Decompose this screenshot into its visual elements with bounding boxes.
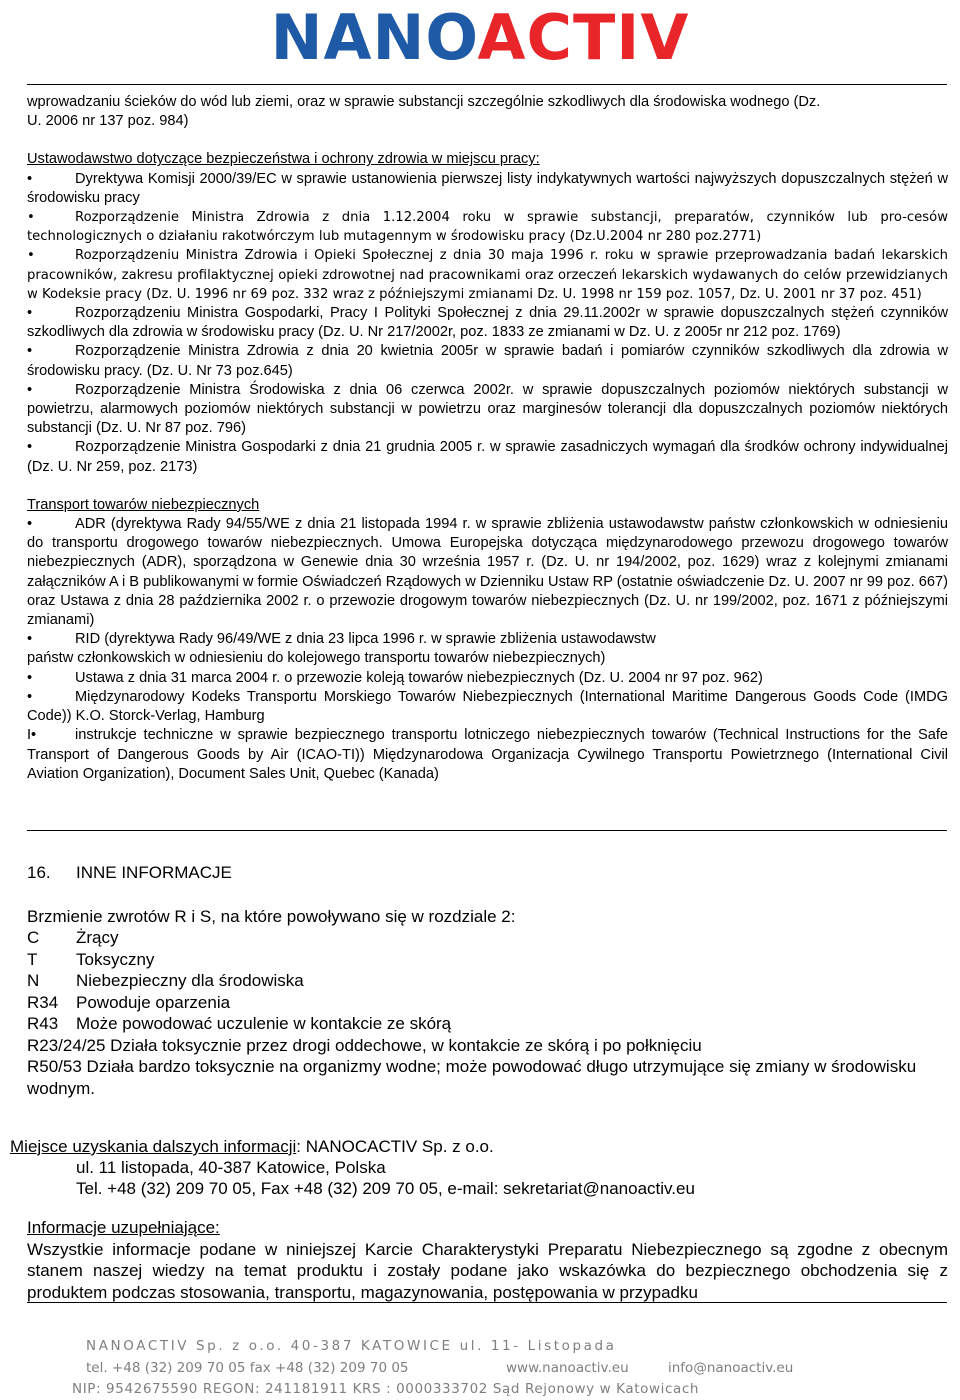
intro-line: U. 2006 nr 137 poz. 984) xyxy=(27,113,189,130)
footer-divider xyxy=(27,1302,947,1303)
risk-phrase-row: R43 Może powodować uczulenie w kontakcie ze skórą xyxy=(27,1014,452,1033)
list-item: • Rozporządzenie Ministra Środowiska z dnia 06 czerwca 2002r. w sprawie dopuszczalnych poziomów niektórych substancji w powietrzu, alarmowych poziomów niektórych substancji w powietrzu oraz marginesów tolerancji dla dopuszczalnych poziomów niektórych substancji (Dz. U. Nr 87 poz. 796) xyxy=(27,381,948,437)
risk-phrase-row: N Niebezpieczny dla środowiska xyxy=(27,971,304,990)
contact-block xyxy=(10,1136,950,1199)
list-item: • ADR (dyrektywa Rady 94/55/WE z dnia 21 listopada 1994 r. w sprawie zbliżenia ustawodawstw państw członkowskich w odniesieniu do transportu drogowego towarów niebezpiecznych. Umowa Europejska dotycząca międzynarodowego przewozu drogowego towarów niebezpiecznych (ADR), sporządzona w Genewie dnia 30 września 1957 r. (Dz. U. nr 194/2002, poz. 1629) wraz z kolejnymi zmianami załączników A i B publikowanymi w formie Oświadczeń Rządowych w Dzienniku Ustaw RP (ostatnie oświadczenie Dz. U. 2007 nr 99 poz. 667) oraz Ustawa z dnia 28 października 2002 r. o przewozie drogowym towarów niebezpiecznych (Dz. U. nr 199/2002, poz. 1671 z późniejszymi zmianami) xyxy=(27,516,948,629)
list-item: • Rozporządzeniu Ministra Gospodarki, Pracy I Polityki Społecznej z dnia 29.11.2002r w sprawie dopuszczalnych stężeń czynników szkodliwych dla zdrowia w środowisku pracy (Dz. U. Nr 217/2002r, poz. 1833 ze zmianami w Dz. U. z 2005r nr 212 poz. 1769) xyxy=(27,305,948,341)
list-item: • Rozporządzenie Ministra Zdrowia z dnia 20 kwietnia 2005r w sprawie badań i pomiarów czynników szkodliwych dla zdrowia w środowisku pracy. (Dz. U. Nr 73 poz.645) xyxy=(27,343,948,379)
section-16 xyxy=(27,862,948,1099)
contact-company: : NANOCACTIV Sp. z o.o. xyxy=(296,1137,494,1156)
list-item: I• instrukcje techniczne w sprawie bezpiecznego transportu lotniczego niebezpiecznych towarów (Technical Instructions for the Safe Transport of Dangerous Goods by Air (ICAO-TI)) Międzynarodowa Organizacja Cywilnego Transportu Powietrznego (International Civil Aviation Organization), Document Sales Unit, Quebec (Kanada) xyxy=(27,727,948,782)
logo-part-nano: NANO xyxy=(270,1,478,74)
additional-info xyxy=(27,1217,948,1303)
footer-phone: tel. +48 (32) 209 70 05 fax +48 (32) 209 70 05 xyxy=(86,1360,409,1376)
transport-heading: Transport towarów niebezpiecznych xyxy=(27,496,260,513)
info-heading: Informacje uzupełniające: xyxy=(27,1218,220,1237)
info-text: Wszystkie informacje podane w niniejszej Karcie Charakterystyki Preparatu Niebezpiecznego są zgodne z obecnym stanem naszej wiedzy na temat produktu i zostały podane jako wskazówka do bezpiecznego obchodzenia się z produktem podczas stosowania, transportu, magazynowania, postępowania w przypadku xyxy=(27,1239,948,1302)
intro-line: wprowadzaniu ścieków do wód lub ziemi, oraz w sprawie substancji szczególnie szkodliwych dla środowiska wodnego (Dz. xyxy=(27,94,821,110)
contact-address: ul. 11 listopada, 40-387 Katowice, Polska xyxy=(76,1158,386,1177)
section-divider xyxy=(27,830,947,831)
regulations-section xyxy=(27,93,948,784)
section-16-intro: Brzmienie zwrotów R i S, na które powoływano się w rozdziale 2: xyxy=(27,906,516,926)
list-item: • Rozporządzeniu Ministra Zdrowia i Opieki Społecznej z dnia 30 maja 1996 r. roku w sprawie przeprowadzania badań lekarskich pracowników, zakresu profilaktycznej opieki zdrowotnej nad pracownikami oraz orzeczeń lekarskich wydawanych do celów przewidzianych w Kodeksie pracy (Dz. U. 1996 nr 69 poz. 332 wraz z późniejszymi zmianami Dz. U. 1998 nr 159 poz. 1057, Dz. U. 2001 nr 37 poz. 451) xyxy=(27,248,948,302)
list-item: państw członkowskich w odniesieniu do kolejowego transportu towarów niebezpiecznych) xyxy=(27,650,606,667)
risk-phrase-row: R50/53 Działa bardzo toksycznie na organizmy wodne; może powodować długo utrzymujące się zmiany w środowisku wodnym. xyxy=(27,1057,917,1098)
footer-website[interactable]: www.nanoactiv.eu xyxy=(506,1360,629,1376)
risk-phrase-row: C Żrący xyxy=(27,928,119,947)
nanoactiv-logo xyxy=(0,2,960,74)
contact-phones: Tel. +48 (32) 209 70 05, Fax +48 (32) 209 70 05, e-mail: sekretariat@nanoactiv.eu xyxy=(76,1179,695,1198)
contact-label: Miejsce uzyskania dalszych informacji xyxy=(10,1137,297,1156)
list-item: • Dyrektywa Komisji 2000/39/EC w sprawie ustanowienia pierwszej listy indykatywnych wartości najwyższych dopuszczalnych stężeń w środowisku pracy xyxy=(27,170,948,206)
footer-registration-line: NIP: 9542675590 REGON: 241181911 KRS : 0000333702 Sąd Rejonowy w Katowicach xyxy=(72,1381,700,1397)
risk-phrases xyxy=(27,927,948,1099)
header-divider xyxy=(27,84,947,85)
list-item: • Ustawa z dnia 31 marca 2004 r. o przewozie koleją towarów niebezpiecznych (Dz. U. 2004 nr 97 poz. 962) xyxy=(27,669,763,686)
list-item: • Międzynarodowy Kodeks Transportu Morskiego Towarów Niebezpiecznych (International Maritime Dangerous Goods Code (IMDG Code)) K.O. Storck-Verlag, Hamburg xyxy=(27,688,948,725)
risk-phrase-row: R34 Powoduje oparzenia xyxy=(27,992,231,1012)
list-item: • RID (dyrektywa Rady 96/49/WE z dnia 23 lipca 1996 r. w sprawie zbliżenia ustawodawstw xyxy=(27,631,656,648)
health-heading: Ustawodawstwo dotyczące bezpieczeństwa i ochrony zdrowia w miejscu pracy: xyxy=(27,151,540,168)
risk-phrase-row: R23/24/25 Działa toksycznie przez drogi oddechowe, w kontakcie ze skórą i po połknięciu xyxy=(27,1035,702,1055)
logo-part-activ: ACTIV xyxy=(477,1,690,74)
list-item: • Rozporządzenie Ministra Gospodarki z dnia 21 grudnia 2005 r. w sprawie zasadniczych wymagań dla środków ochrony indywidualnej (Dz. U. Nr 259, poz. 2173) xyxy=(27,439,948,475)
section-16-heading: 16. INNE INFORMACJE xyxy=(27,863,232,882)
footer-email[interactable]: info@nanoactiv.eu xyxy=(668,1360,794,1376)
footer-company-line: NANOACTIV Sp. z o.o. 40-387 KATOWICE ul. 11- Listopada xyxy=(86,1338,617,1354)
risk-phrase-row: T Toksyczny xyxy=(27,949,155,969)
list-item: • Rozporządzenie Ministra Zdrowia z dnia 1.12.2004 roku w sprawie substancji, preparatów, czynników lub pro-cesów technologicznych o działaniu rakotwórczym lub mutagennym w środowisku pracy (Dz.U.2004 nr 280 poz.2771) xyxy=(27,210,948,245)
